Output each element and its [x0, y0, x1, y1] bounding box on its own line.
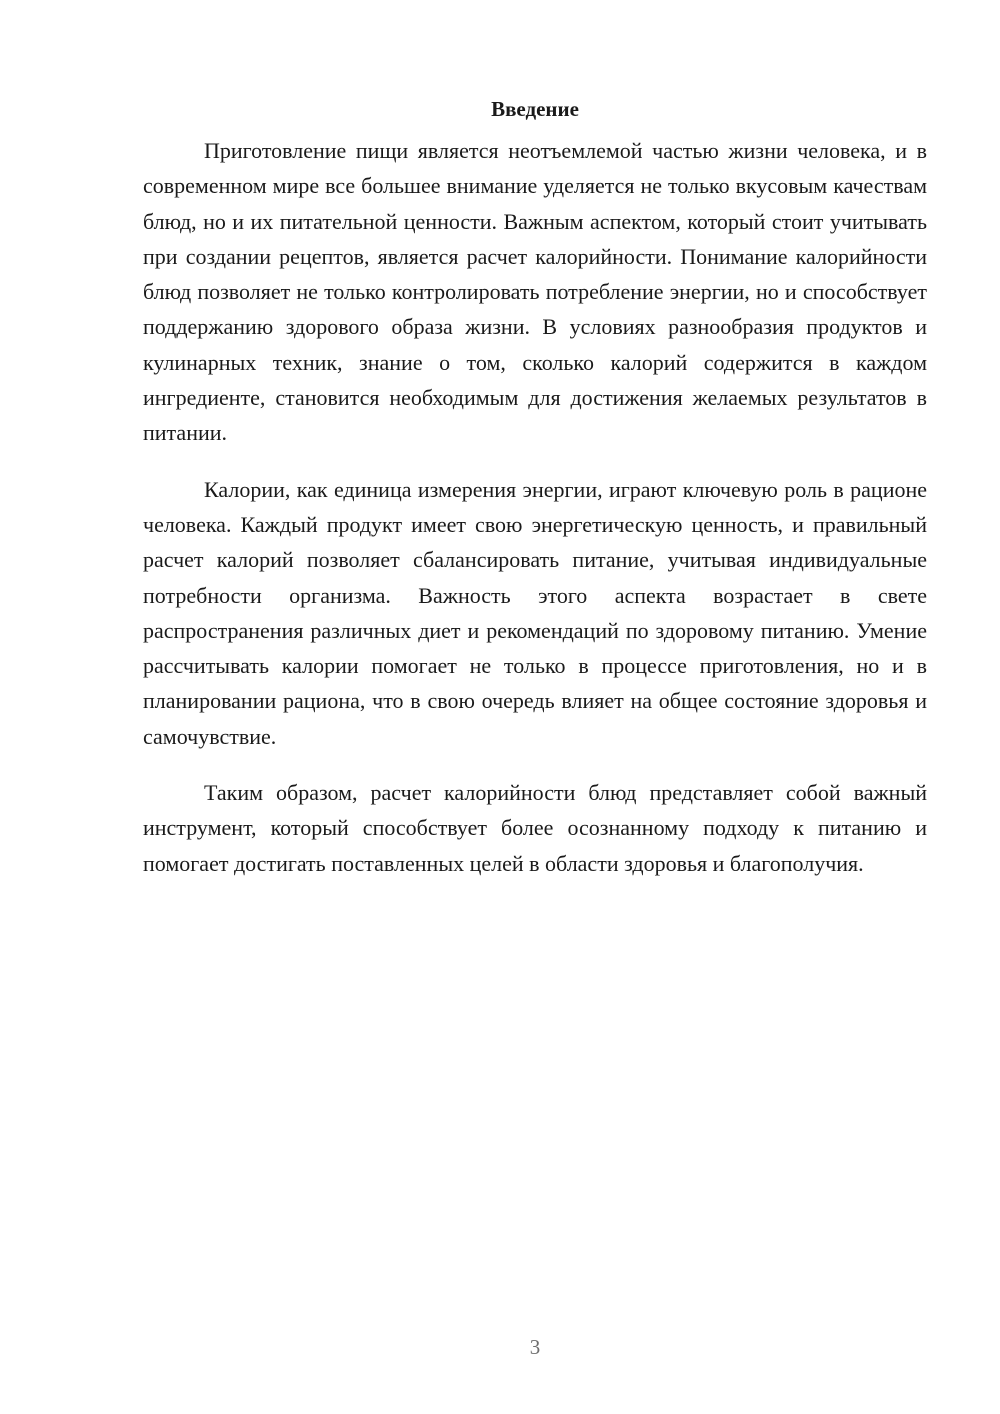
- section-heading: Введение: [491, 97, 579, 121]
- page-content: [143, 92, 927, 902]
- paragraph-1: Приготовление пищи является неотъемлемой частью жизни человека, и в современном мире все большее внимание уделяется не только вкусовым качествам блюд, но и их питательной ценности. Важным аспектом, который стоит учитывать при создании рецептов, является расчет калорийности. Понимание калорийности блюд позволяет не только контролировать потребление энергии, но и способствует поддержанию здорового образа жизни. В условиях разнообразия продуктов и кулинарных техник, знание о том, сколько калорий содержится в каждом ингредиенте, становится необходимым для достижения желаемых результатов в питании.: [143, 138, 927, 446]
- page-number: 3: [529, 1335, 541, 1359]
- paragraph-2: Калории, как единица измерения энергии, играют ключевую роль в рационе человека. Каждый продукт имеет свою энергетическую ценность, и правильный расчет калорий позволяет сбалансировать питание, учитывая индивидуальные потребности организма. Важность этого аспекта возрастает в свете распространения различных диет и рекомендаций по здоровому питанию. Умение рассчитывать калории помогает не только в процессе приготовления, но и в планировании рациона, что в свою очередь влияет на общее состояние здоровья и самочувствие.: [143, 476, 927, 749]
- paragraph-3: Таким образом, расчет калорийности блюд представляет собой важный инструмент, который способствует более осознанному подходу к питанию и помогает достигать поставленных целей в области здоровья и благополучия.: [143, 780, 927, 876]
